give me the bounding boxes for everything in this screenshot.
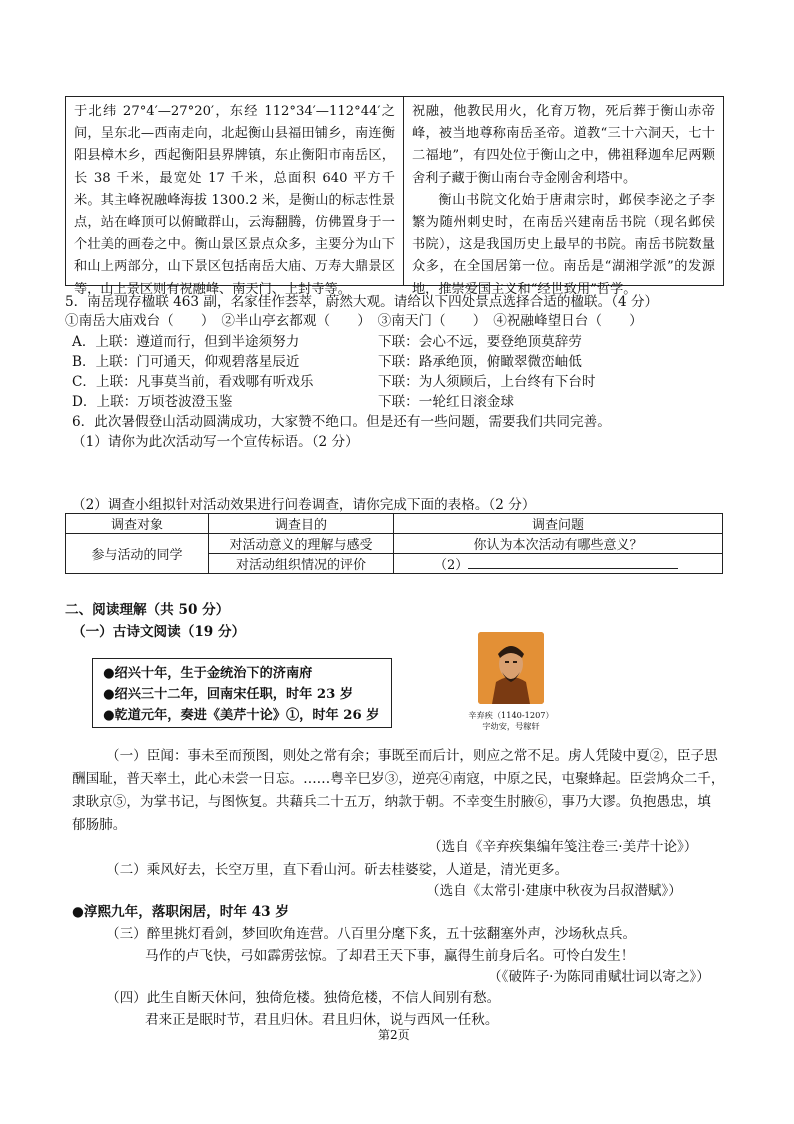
portrait-figure-icon (478, 632, 544, 704)
answer-blank[interactable] (468, 556, 678, 569)
survey-purpose-2: 对活动组织情况的评价 (209, 554, 394, 574)
survey-question-1: 你认为本次活动有哪些意义？ (394, 534, 723, 554)
section-2-title: 二、阅读理解（共 50 分） (65, 602, 230, 618)
passage-3-line-1: （三）醉里挑灯看剑，梦回吹角连营。八百里分麾下炙，五十弦翻塞外声，沙场秋点兵。 (106, 926, 637, 942)
passage-4-line-2: 君来正是眠时节，君且归休。君且归休，说与西风一任秋。 (145, 1012, 499, 1028)
section-2-subtitle: （一）古诗文阅读（19 分） (72, 624, 246, 640)
passage-1-line-2: 酬国耻，普天率土，此心未尝一日忘。……粤辛巳岁③，逆亮④南寇，中原之民，屯聚蜂起。臣尝鸠众二千， (72, 771, 725, 787)
passage-1-line-1 (106, 744, 718, 764)
timeline-item-3: ●乾道元年，奏进《美芹十论》①，时年 26 岁 (103, 708, 380, 723)
passage-3-source: （《破阵子·为陈同甫赋壮词以寄之》） (488, 969, 710, 985)
passage-2-line: （二）乘风好去，长空万里，直下看山河。斫去桂婆娑，人道是，清光更多。 (106, 862, 569, 878)
q5-stem: 5．南岳现存楹联 463 副，名家佳作荟萃，蔚然大观。请给以下四处景点选择合适的楹联。（4 分） (65, 294, 659, 310)
survey-header-row (66, 514, 723, 534)
q5-option-d-up: D．上联：万顷苍波澄玉鉴 (72, 394, 233, 410)
q6-sub2: （2）调查小组拟针对活动效果进行问卷调查，请你完成下面的表格。（2 分） (72, 497, 536, 513)
portrait-image (478, 632, 544, 704)
q5-option-a-down: 下联：会心不远，要登绝顶莫辞劳 (378, 334, 582, 350)
passage-1-line-3: 隶耿京⑤，为掌书记，与图恢复。共藉兵二十五万，纳款于朝。不幸变生肘腋⑥，事乃大谬。负抱愚忠，填 (72, 794, 711, 810)
survey-row-1 (66, 534, 723, 554)
timeline-item-2: ●绍兴三十二年，回南宋任职，时年 23 岁 (103, 687, 354, 702)
portrait-caption-alias: 字幼安，号稼轩 (482, 721, 540, 731)
survey-header-question: 调查问题 (394, 514, 723, 534)
passage-4-line-1: （四）此生自断天休问，独倚危楼。独倚危楼，不信人间别有愁。 (106, 990, 501, 1006)
survey-header-purpose: 调查目的 (209, 514, 394, 534)
q5-option-d-down: 下联：一轮红日滚金球 (378, 394, 514, 410)
info-left-text: 于北纬 27°4′—27°20′，东经 112°34′—112°44′之间，呈东北—西南走向，北起衡山县福田铺乡，南连衡阳县樟木乡，西起衡阳县界牌镇，东止衡阳市南岳区，长 38 千米，最宽处 17 千米，总面积 640 平方千米。其主峰祝融峰海拔 1300.2 米，是衡山的标志性景点，站在峰顶可以俯瞰群山，云海翻腾，仿佛置身于一个壮美的画卷之中。衡山景区景点众多，主要分为山下和山上两部分，山下景区包括南岳大庙、万寿大鼎景区等，山上景区则有祝融峰、南天门、上封寺等。 (74, 104, 395, 297)
timeline-marker-2: ●淳熙九年，落职闲居，时年 43 岁 (72, 904, 289, 920)
q5-places: ①南岳大庙戏台（ ） ②半山亭玄都观（ ） ③南天门（ ） ④祝融峰望日台（ ） (65, 313, 643, 329)
info-box (65, 96, 724, 297)
survey-header-object: 调查对象 (66, 514, 209, 534)
q5-option-b-down: 下联：路承绝顶，俯瞰翠微峦岫低 (378, 354, 582, 370)
passage-1-source: （选自《辛弃疾集编年笺注卷三·美芹十论》） (428, 839, 698, 855)
timeline-item-1: ●绍兴十年，生于金统治下的济南府 (103, 666, 313, 681)
info-left-column (66, 97, 404, 297)
timeline-box (92, 658, 392, 728)
portrait-caption-name: 辛弃疾（1140-1207） (468, 710, 554, 720)
q5-option-c-down: 下联：为人须顾后，上台终有下台时 (378, 374, 596, 390)
info-right-para-1: 祝融，他教民用火，化育万物，死后葬于衡山赤帝峰，被当地尊称南岳圣帝。道教“三十六洞天，七十二福地”，有四处位于衡山之中，佛祖释迦牟尼两颗舍利子藏于衡山南台寺金刚舍利塔中。 (412, 104, 715, 186)
survey-question-2-cell (394, 554, 723, 574)
q6-stem: 6．此次暑假登山活动圆满成功，大家赞不绝口。但是还有一些问题，需要我们共同完善。 (72, 414, 611, 430)
info-right-para-2: 衡山书院文化始于唐肃宗时，邺侯李泌之子李繁为随州刺史时，在南岳兴建南岳书院（现名邺侯书院），这是我国历史上最早的书院。南岳书院数量众多，在全国居第一位。南岳是“湖湘学派”的发源地，推崇爱国主义和“经世致用”哲学。 (412, 192, 715, 297)
passage-1-text-1: （一）臣闻：事未至而预图，则处之常有余；事既至而后计，则应之常不足。虏人凭陵中夏②，臣子思 (106, 748, 718, 764)
survey-table (65, 513, 723, 574)
q5-option-a-up: A．上联：遵道而行，但到半途须努力 (72, 334, 300, 350)
passage-3-line-2: 马作的卢飞快，弓如霹雳弦惊。了却君王天下事，赢得生前身后名。可怜白发生！ (145, 948, 635, 964)
survey-purpose-1: 对活动意义的理解与感受 (209, 534, 394, 554)
info-right-column (404, 97, 723, 297)
survey-question-2: （2） (434, 558, 469, 573)
survey-object-cell: 参与活动的同学 (66, 534, 209, 574)
passage-1-line-4: 郁肠肺。 (72, 817, 127, 833)
passage-2-source: （选自《太常引·建康中秋夜为吕叔潜赋》） (426, 883, 682, 899)
q5-option-c-up: C．上联：凡事莫当前，看戏哪有听戏乐 (72, 374, 314, 390)
page-number: 第2页 (378, 1028, 410, 1042)
q6-sub1: （1）请你为此次活动写一个宣传标语。（2 分） (72, 434, 359, 450)
q5-option-b-up: B．上联：门可通天，仰观碧落星辰近 (72, 354, 300, 370)
